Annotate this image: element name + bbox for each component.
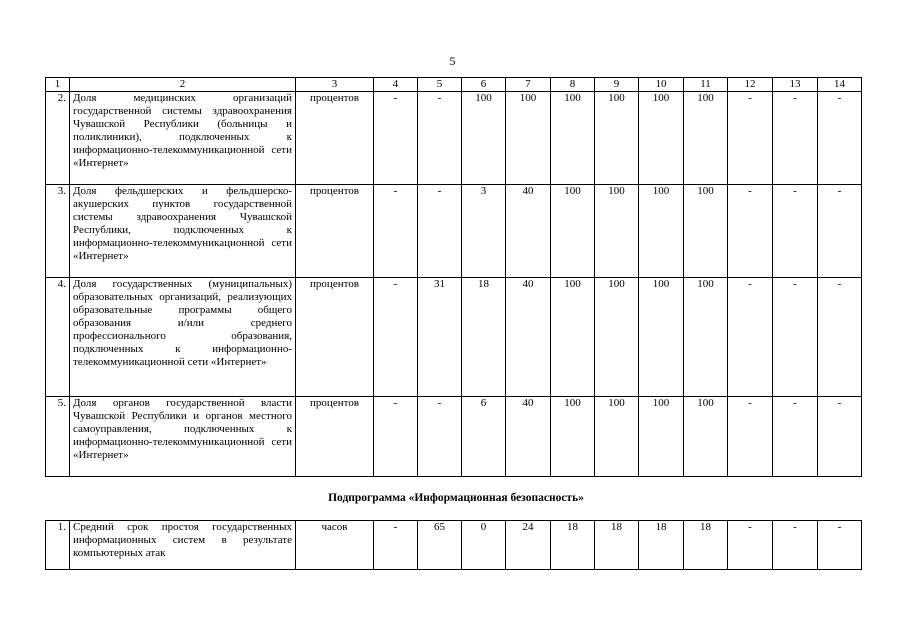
unit-cell: процентов	[296, 185, 374, 278]
column-number: 11	[684, 78, 728, 92]
value-cell: -	[773, 185, 818, 278]
value-cell: 100	[595, 185, 639, 278]
value-cell: -	[728, 521, 773, 570]
indicator-description: Доля фельдшерских и фельдшерско-акушерских пунктов государственной системы здравоохранения Чувашской Республики, подключенных к информационно-телекоммуникационной сети «Интернет»	[70, 185, 296, 278]
value-cell: -	[728, 397, 773, 477]
row-number: 5.	[46, 397, 70, 477]
value-cell: 100	[551, 92, 595, 185]
column-number: 5	[418, 78, 462, 92]
value-cell: 100	[506, 92, 551, 185]
unit-cell: часов	[296, 521, 374, 570]
column-number-row	[46, 78, 862, 92]
value-cell: -	[374, 521, 418, 570]
value-cell: 18	[639, 521, 684, 570]
value-cell: 18	[595, 521, 639, 570]
value-cell: 100	[639, 278, 684, 397]
indicator-description: Доля государственных (муниципальных) образовательных организаций, реализующих образовательные программы общего образования и/или среднего профессионального образования, подключенных к информационно-телекоммуникационной сети «Интернет»	[70, 278, 296, 397]
value-cell: 100	[684, 92, 728, 185]
value-cell: 100	[462, 92, 506, 185]
value-cell: 3	[462, 185, 506, 278]
value-cell: -	[773, 278, 818, 397]
value-cell: -	[728, 92, 773, 185]
value-cell: 0	[462, 521, 506, 570]
value-cell: -	[728, 185, 773, 278]
subprogram-table	[45, 520, 862, 570]
value-cell: 18	[551, 521, 595, 570]
unit-cell: процентов	[296, 397, 374, 477]
value-cell: 6	[462, 397, 506, 477]
value-cell: 65	[418, 521, 462, 570]
column-number: 1	[46, 78, 70, 92]
page-number: 5	[449, 54, 456, 68]
table-row	[46, 185, 862, 278]
table-row	[46, 92, 862, 185]
row-number: 4.	[46, 278, 70, 397]
value-cell: -	[818, 397, 862, 477]
column-number: 7	[506, 78, 551, 92]
column-number: 9	[595, 78, 639, 92]
value-cell: 100	[551, 185, 595, 278]
value-cell: 18	[684, 521, 728, 570]
value-cell: -	[418, 185, 462, 278]
indicator-description: Средний срок простоя государственных информационных систем в результате компьютерных атак	[70, 521, 296, 570]
value-cell: 100	[551, 278, 595, 397]
value-cell: -	[773, 397, 818, 477]
row-number: 3.	[46, 185, 70, 278]
value-cell: 100	[639, 185, 684, 278]
value-cell: -	[818, 92, 862, 185]
column-number: 6	[462, 78, 506, 92]
column-number: 8	[551, 78, 595, 92]
column-number: 13	[773, 78, 818, 92]
subprogram-title: Подпрограмма «Информационная безопасность»	[328, 492, 584, 504]
unit-cell: процентов	[296, 278, 374, 397]
value-cell: 100	[595, 397, 639, 477]
indicator-description: Доля органов государственной власти Чувашской Республики и органов местного самоуправления, подключенных к информационно-телекоммуникационной сети «Интернет»	[70, 397, 296, 477]
column-number: 2	[70, 78, 296, 92]
value-cell: -	[818, 278, 862, 397]
value-cell: -	[374, 92, 418, 185]
value-cell: 100	[684, 185, 728, 278]
value-cell: -	[374, 278, 418, 397]
unit-cell: процентов	[296, 92, 374, 185]
value-cell: -	[418, 397, 462, 477]
table-row	[46, 521, 862, 570]
value-cell: 31	[418, 278, 462, 397]
value-cell: -	[773, 92, 818, 185]
indicators-table	[45, 77, 862, 477]
value-cell: 40	[506, 185, 551, 278]
value-cell: 40	[506, 397, 551, 477]
value-cell: -	[418, 92, 462, 185]
column-number: 12	[728, 78, 773, 92]
value-cell: 100	[595, 278, 639, 397]
value-cell: 40	[506, 278, 551, 397]
column-number: 4	[374, 78, 418, 92]
value-cell: -	[728, 278, 773, 397]
column-number: 14	[818, 78, 862, 92]
value-cell: 24	[506, 521, 551, 570]
table-row	[46, 278, 862, 397]
value-cell: -	[818, 185, 862, 278]
value-cell: 100	[684, 278, 728, 397]
value-cell: -	[773, 521, 818, 570]
value-cell: 100	[595, 92, 639, 185]
value-cell: 100	[639, 92, 684, 185]
value-cell: 100	[639, 397, 684, 477]
row-number: 1.	[46, 521, 70, 570]
row-number: 2.	[46, 92, 70, 185]
value-cell: -	[818, 521, 862, 570]
column-number: 3	[296, 78, 374, 92]
indicator-description: Доля медицинских организаций государственной системы здравоохранения Чувашской Республики (больницы и поликлиники), подключенных к информационно-телекоммуникационной сети «Интернет»	[70, 92, 296, 185]
value-cell: -	[374, 185, 418, 278]
table-row	[46, 397, 862, 477]
value-cell: 100	[551, 397, 595, 477]
value-cell: 18	[462, 278, 506, 397]
value-cell: -	[374, 397, 418, 477]
column-number: 10	[639, 78, 684, 92]
value-cell: 100	[684, 397, 728, 477]
